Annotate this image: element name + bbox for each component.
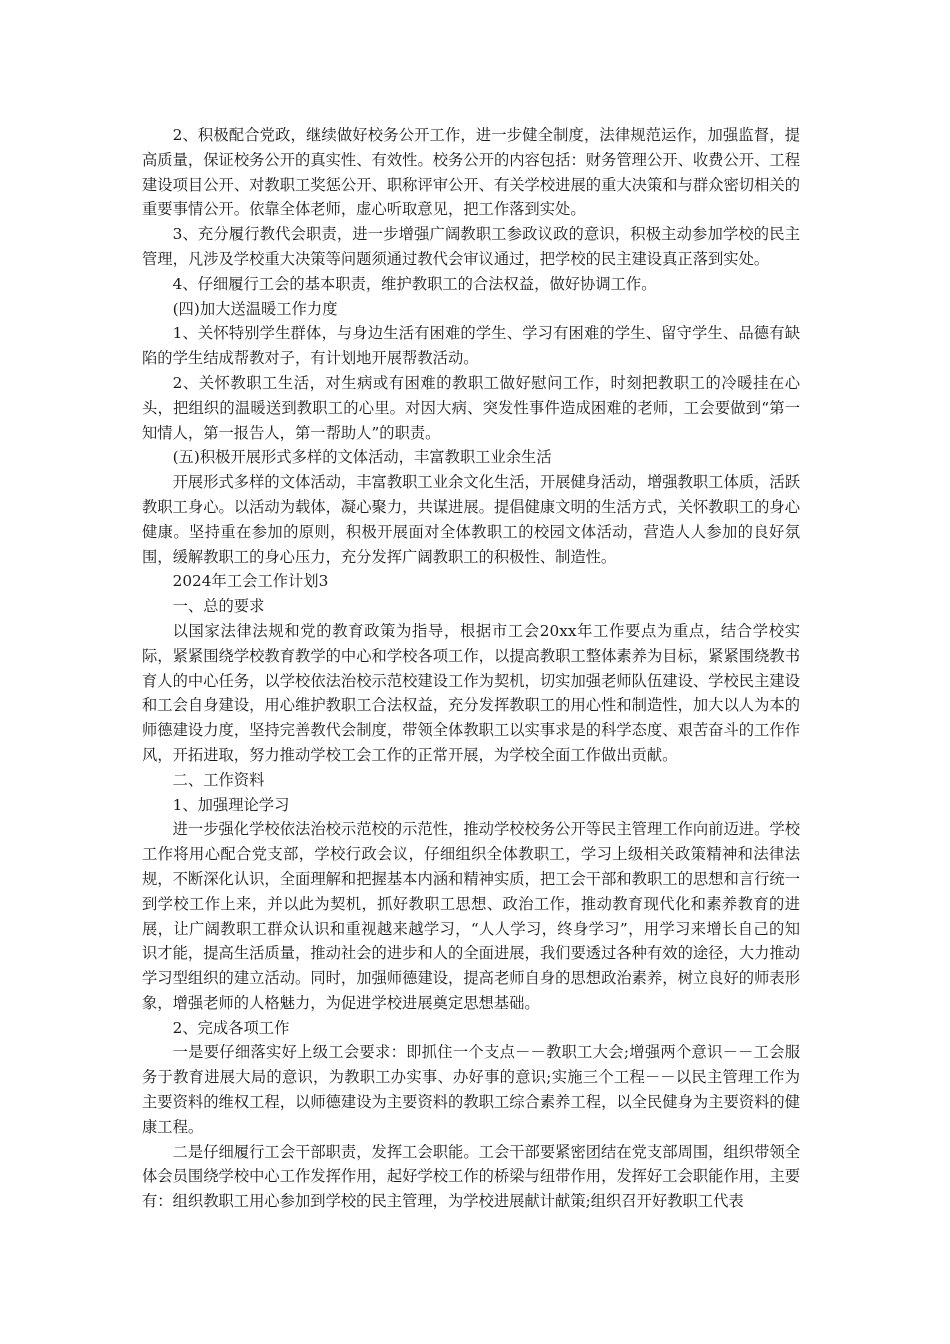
document-page [142,123,800,1214]
paragraph-task-two: 二是仔细履行工会干部职责，发挥工会职能。工会干部要紧密团结在党支部周围，组织带领全体会员围绕学校中心工作发挥作用，起好学校工作的桥梁与纽带作用，发挥好工会职能作用，主要有：组织教职工用心参加到学校的民主管理，为学校进展献计献策;组织召开好教职工代表 [142,1142,800,1211]
paragraph-general-requirements: 以国家法律法规和党的教育政策为指导，根据市工会20xx年工作要点为重点，结合学校实际，紧紧围绕学校教育教学的中心和学校各项工作，以提高教职工整体素养为目标，紧紧围绕教书育人的中心任务，以学校依法治校示范校建设工作为契机，切实加强老师队伍建设、学校民主建设和工会自身建设，用心维护教职工合法权益，充分发挥教职工的用心性和制造性，加大以人为本的师德建设力度，坚持完善教代会制度，带领全体教职工以实事求是的科学态度、艰苦奋斗的工作作风，开拓进取，努力推动学校工会工作的正常开展，为学校全面工作做出贡献。 [142,621,800,764]
section-heading-work-materials: 二、工作资料 [172,770,265,789]
section-heading-4: (四)加大送温暖工作力度 [172,299,338,318]
section-heading-5: (五)积极开展形式多样的文体活动，丰富教职工业余生活 [172,448,552,467]
paragraph-item-2-publicity: 2、积极配合党政，继续做好校务公开工作，进一步健全制度，法律规范运作，加强监督，提高质量，保证校务公开的真实性、有效性。校务公开的内容包括：财务管理公开、收费公开、工程建设项目公开、对教职工奖惩公开、职称评审公开、有关学校进展的重大决策和与群众密切相关的重要事情公开。依靠全体老师，虚心听取意见，把工作落到实处。 [142,126,800,219]
plan-title-3: 2024年工会工作计划3 [172,572,329,591]
paragraph-item-4-duties: 4、仔细履行工会的基本职责，维护教职工的合法权益，做好协调工作。 [172,274,657,293]
paragraph-item-3-congress: 3、充分履行教代会职责，进一步增强广阔教职工参政议政的意识，积极主动参加学校的民主管理，凡涉及学校重大决策等问题须通过教代会审议通过，把学校的民主建设真正落到实处。 [142,225,800,268]
paragraph-care-staff: 2、关怀教职工生活，对生病或有困难的教职工做好慰问工作，时刻把教职工的冷暖挂在心头，把组织的温暖送到教职工的心里。对因大病、突发性事件造成困难的老师，工会要做到“第一知情人，第一报告人，第一帮助人”的职责。 [142,373,800,442]
paragraph-theory-study: 进一步强化学校依法治校示范校的示范性，推动学校校务公开等民主管理工作向前迈进。学校工作将用心配合党支部，学校行政会议，仔细组织全体教职工，学习上级相关政策精神和法律法规，不断深化认识，全面理解和把握基本内涵和精神实质，把工会干部和教职工的思想和言行统一到学校工作上来，并以此为契机，抓好教职工思想、政治工作，推动教育现代化和素养教育的进展，让广阔教职工群众认识和重视越来越学习，“人人学习，终身学习”，用学习来增长自己的知识才能，提高生活质量，推动社会的进步和人的全面进展，我们要透过各种有效的途径，大力推动学习型组织的建立活动。同时，加强师德建设，提高老师自身的思想政治素养，树立良好的师表形象，增强老师的人格魅力，为促进学校进展奠定思想基础。 [142,820,800,1012]
paragraph-activities: 开展形式多样的文体活动，丰富教职工业余文化生活，开展健身活动，增强教职工体质，活跃教职工身心。以活动为载体，凝心聚力，共谋进展。提倡健康文明的生活方式，关怀教职工的身心健康。坚持重在参加的原则，积极开展面对全体教职工的校园文体活动，营造人人参加的良好氛围，缓解教职工的身心压力，充分发挥广阔教职工的积极性、制造性。 [142,473,800,566]
paragraph-care-students: 1、关怀特别学生群体，与身边生活有困难的学生、学习有困难的学生、留守学生、品德有缺陷的学生结成帮教对子，有计划地开展帮教活动。 [142,324,800,368]
subheading-complete-tasks: 2、完成各项工作 [172,1018,290,1037]
section-heading-general-requirements: 一、总的要求 [172,597,265,616]
paragraph-task-one: 一是要仔细落实好上级工会要求：即抓住一个支点－－教职工大会;增强两个意识－－工会服务于教育进展大局的意识，为教职工办实事、办好事的意识;实施三个工程－－以民主管理工作为主要资料的维权工程，以师德建设为主要资料的教职工综合素养工程，以全民健身为主要资料的健康工程。 [142,1043,800,1136]
subheading-theory-study: 1、加强理论学习 [172,795,290,814]
